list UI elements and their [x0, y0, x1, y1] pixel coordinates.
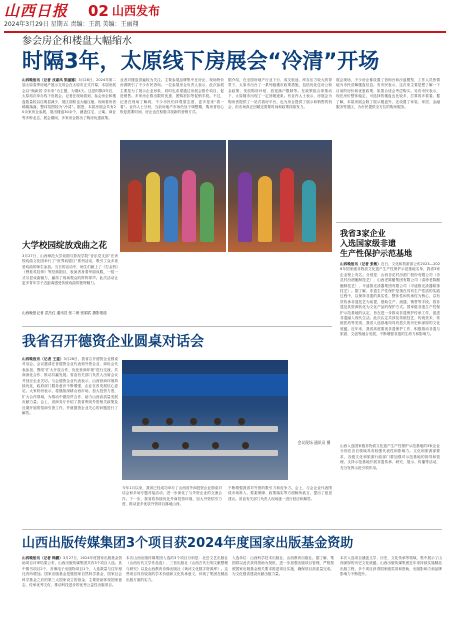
- attendee: [238, 418, 245, 425]
- bottom-body-col3: 入选单位：山西科学技术出版社、山西教育出版社。据了解，集团将以此次获得资助为契机，进一步加强出版项目管理，严格按照国家出版基金相关要求推进项目实施，确保项目高质量完成，为文化强省建设贡献出版力量。: [232, 556, 334, 577]
- attendee: [142, 418, 149, 425]
- opera-performer: [258, 176, 272, 242]
- dateline: 2024年3月29日 星期五 责编：王凯 美编：王丽翔: [4, 21, 139, 28]
- lead-body-col3: 据介绍，在全国房地产行业下行、成交低迷、库存压力较大的背景下，太原市出台了一系列稳楼市政策措施，包括优化住房公积金政策、发放购房补贴、放宽落户限制等。在政策组合拳推动下，太原楼市出现了一定回暖迹象。有业内人士表示，房展会为购房者提供了一站式看房平台，也为房企提供了展示和销售的机会，但市场真正回暖还需要时间和政策持续发力。: [228, 78, 332, 110]
- bottom-body-col4: 本次入选项目涵盖文学、历史、文化传承等领域，集中展示了山西深厚的历史文化底蕴。山西出版传媒集团近年来持续实施精品出版工程，多个项目获得国家级奖项和资助，出版影响力和品牌影响力不断提升。: [340, 556, 442, 577]
- side-body: [340, 262, 440, 440]
- bottom-title: 山西出版传媒集团3个项目获2024年度国家出版基金资助: [22, 536, 354, 551]
- attendee: [212, 442, 219, 449]
- conference-caption: 会议现场 通讯员 摄: [297, 440, 331, 445]
- page-number: 02: [88, 2, 109, 20]
- conference-banner: [122, 374, 288, 396]
- bottom-divider: [22, 529, 442, 530]
- forum-body-left: [22, 357, 118, 525]
- bottom-byline: 山西晚报讯（记者 韩鹏）: [22, 556, 63, 560]
- opera-performer: [146, 172, 160, 242]
- section-title: 山西发布: [112, 4, 161, 18]
- attendee: [182, 442, 189, 449]
- bottom-body-text: 3月27日，2024年度国家出版基金资助项目评审结果公布，山西出版传媒集团共有3个项目入选。其中图书项目2个，音像电子出版物项目1个，入选数量与往年相比有所增加。国家出版基金是继国家自然科学基金、国家社会科学基金之后的第三大国家设立的基金，主要资助体现国家意志、传承优秀文化、推动科技进步的优秀公益性出版项目。: [22, 556, 122, 588]
- attendee: [214, 418, 221, 425]
- side-title-line: 入选国家级非遗: [340, 239, 396, 248]
- lead-byline: 山西晚报讯（记者 戎素凤 梁丽娜）: [22, 78, 79, 82]
- side-body-2: 山西入选国家级非物质文化遗产生产性保护示范基地的3家企业分别在各自领域具有较强代表性和影响力。文化和旅游部要求，各级文化和旅游行政部门要加强对示范基地的指导和管理，支持示范基地开展非遗传承、研究、展示、传播等活动，充分发挥示范引领作用。: [340, 444, 440, 470]
- opera-performer: [164, 176, 178, 242]
- forum-body-right: 不断增强我省对外资的吸引力和竞争力。会上，与会企业代表围绕市场准入、要素保障、政策落实等方面畅所欲言，提出了意见建议。省直有关部门负责人现场逐一进行回应和解答。: [228, 486, 332, 501]
- forum-body-mid: 今年1月以来，我省已经成功举办了山西省外商投资企业圆桌对话会和多场专题对接活动，进一步深化了与外资企业的交流合作。下一步，我省将持续优化外商投资环境，加大外资招引力度，推动更多优质外资项目落地山西。: [122, 486, 222, 507]
- lead-body-col4: 展会现场，不少房企都设置了咨询台和沙盘模型，工作人员热情地为市民讲解楼盘信息。有市民表示，这次来主要是想了解一下目前的房价和优惠政策，如果合适会考虑购买。另有市民表示，现在房价整体稳定，可选择的楼盘也比较多，打算再多看看。据了解，本届房展会除了展示楼盘外，还设置了家装、家居、金融服务等展区，为市民提供全方位的购房服务。: [336, 78, 440, 110]
- lead-headline: 时隔3年，太原线下房展会“冷清”开场: [22, 49, 380, 73]
- side-byline: 山西晚报讯（记者 张敏）: [340, 262, 381, 266]
- drama-byline: 山西晚报记者 武杰红 通讯员 张二保 张娟武 摄影报道: [22, 311, 107, 315]
- lead-kicker: 参会房企和楼盘大幅缩水: [22, 36, 132, 47]
- opera-performer: [200, 182, 214, 242]
- lead-body-col2: 业者对楼盘普遍较为关注。主要参展品牌集中在房企，现场特价房源吸引了不少市民咨询。一位参展房企负责人表示，此次参展主要是为了展示企业形象，同时也希望通过房展会推介项目，促进销售。多家房企推出限时优惠、团购折扣等促销手段。不过，记者在现场了解到，不少市民仍持观望态度，更多是来“看一看”。业内人士分析，当前房地产市场仍处于调整期，购房者信心恢复需要时间，房企也在积极寻找新的营销方式。: [120, 78, 224, 115]
- attendee: [190, 418, 197, 425]
- side-title-line: 我省3家企业: [340, 229, 386, 238]
- opera-photo: [228, 140, 332, 252]
- opera-performer: [182, 170, 196, 242]
- masthead-rule: [4, 31, 446, 33]
- side-divider: [336, 222, 442, 223]
- opera-performer: [128, 180, 142, 242]
- attendee: [166, 418, 173, 425]
- bottom-body-col2: 本次山西出版传媒集团入选的3个项目分别是：北岳文艺出版社《山西历代文学作品选》、三晋出版社《山西古代石刻文献整理与研究》以及山西教育音像出版社《黄河文化数字资源库》。这些项目具有较高的学术价值和文化传承意义，体现了集团在精品出版方面的实力。: [126, 556, 228, 582]
- side-body-text: 近日，文化和旅游部公布2023—2026年国家级非物质文化遗产生产性保护示范基地名单，我省3家企业榜上有名。分别是：山西杏花村汾酒厂股份有限公司（杏花村汾酒酿制技艺）、山西老陈醋集团有限公司（清徐老陈醋酿制技艺）、平遥推光漆器集团有限公司（平遥推光漆器髹饰技艺）。据了解，非遗生产性保护是指在具有生产性质的实践过程中，以保持非遗的真实性、整体性和传承性为核心，以有效传承非遗技艺为前提，借助生产、流通、销售等手段，将非遗及其资源转化为文化产品的保护方式。国家级非遗生产性保护示范基地的认定，旨在进一步推动非遗保护传承工作，促进非遗融入现代生活。此次认定共涉及传统技艺、传统美术、传统医药等类别，我省入选基地均具有悠久的历史和深厚的文化底蕴。近年来，我省高度重视非遗保护工作，积极推动非遗与旅游、文创等融合发展，不断增强非遗的生命力和影响力。: [340, 262, 440, 337]
- opera-performer: [302, 180, 316, 242]
- side-title-line: 生产性保护示范基地: [340, 249, 412, 258]
- forum-body-text: 3月28日，我省召开德资企业圆桌对话会。会议邀请在晋德资企业代表和外资企业、商协会代表参加，围绕“扩大开放合作、优化营商环境”进行交流，共商深化合作、推动共赢发展。省直有关部门负责人出席会议并回应企业关切。与会德资企业代表表示，山西营商环境持续优化，政府部门服务意识不断增强，企业在晋发展信心更足。大家纷纷表示，将继续深耕山西市场，加大投资力度，扩大合作领域，为推动中德经贸合作、助力山西高质量发展贡献力量。会上，省商务厅介绍了我省利用外资相关政策及近期开展的招商引资工作，并就德资企业关心的问题进行了解答。: [22, 357, 118, 416]
- masthead-logo: 山西日报: [4, 2, 69, 20]
- forum-title: 我省召开德资企业圆桌对话会: [22, 334, 204, 350]
- opera-performer: [238, 172, 252, 242]
- conference-photo: [122, 360, 288, 480]
- conference-table: [132, 426, 278, 432]
- drama-body: 3月27日，山西师范大学戏剧与影视学院“音乐党支部”在该校戏曲文化园举行了“世界戏剧日”系列活动，吸引了众多喜爱戏曲的师生参加。当日的活动中，师生们献上了《打金枝》《穆桂英挂帅》等经典剧目，表演者身着华丽戏服，一招一式尽显戏曲魅力，赢得了现场观众的阵阵掌声。此次活动让更多青年学子近距离感受传统戏曲的独特魅力。: [22, 254, 118, 286]
- attendee: [152, 442, 159, 449]
- bottom-body-col1: [22, 556, 122, 636]
- forum-divider: [22, 326, 332, 327]
- lead-body-text-1: 3月28日，2024年第二届太原春季房地产展示交易会在太原市正式开幕，本届房展会以“焕新居·享未来”为主题，为期4天。这是时隔3年后，太原再次举办线下房展会。记者在现场看到，参会房企和楼盘数量较以往明显减少，展区面积也大幅压缩，现场看房者稀稀落落，整体氛围较为“冷清”。据悉，本届房展会共有20余家房企参展，展出楼盘30余个，涵盖住宅、公寓、商业等多种业态，展会期间，多家房企推出了购房优惠政策。: [22, 78, 116, 120]
- conference-table: [132, 450, 278, 456]
- drama-title: 大学校园绽放戏曲之花: [22, 241, 108, 251]
- forum-byline: 山西晚报讯（记者 王童）: [22, 357, 64, 361]
- opera-performer: [280, 168, 294, 242]
- attendee: [242, 442, 249, 449]
- opera-photo: [120, 140, 226, 252]
- lead-body-col1: [22, 78, 116, 236]
- side-title: [340, 229, 440, 259]
